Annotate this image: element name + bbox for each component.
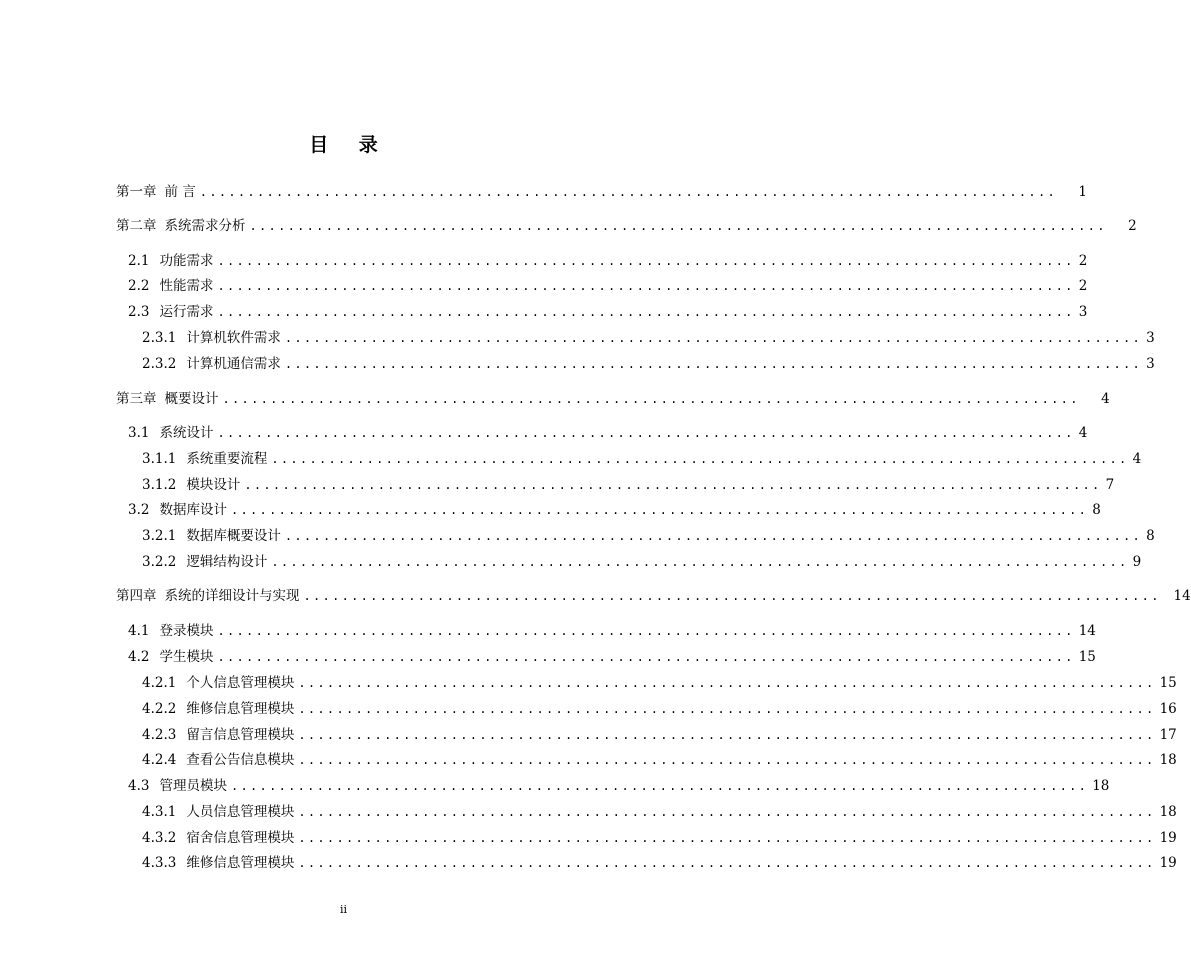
- toc-entry-title: 性能需求: [159, 278, 214, 294]
- toc-entry-page: 8: [1146, 528, 1155, 544]
- toc-entry[interactable]: [128, 277, 1088, 295]
- toc-dot-leader: ..........................................................................................: [217, 279, 1075, 293]
- toc-entry-title: 管理员模块: [159, 778, 227, 794]
- toc-entry-title: 系统需求分析: [164, 218, 246, 234]
- toc-entry-title: 登录模块: [159, 623, 214, 639]
- toc-entry[interactable]: [142, 751, 1177, 769]
- toc-entry[interactable]: [142, 329, 1155, 347]
- toc-dot-leader: ..........................................................................................: [303, 589, 1161, 603]
- toc-dot-leader: ..........................................................................................: [217, 624, 1075, 638]
- toc-entry-title: 数据库概要设计: [186, 528, 281, 544]
- toc-entry-title: 学生模块: [159, 649, 214, 665]
- toc-dot-leader: ..........................................................................................: [230, 503, 1089, 517]
- toc-entry-number: 2.3.2: [142, 356, 177, 372]
- toc-entry[interactable]: [116, 587, 1191, 605]
- toc-entry-title: 宿舍信息管理模块: [186, 830, 295, 846]
- toc-entry[interactable]: [116, 217, 1137, 235]
- toc-entry[interactable]: [142, 355, 1155, 373]
- toc-entry-page: 7: [1105, 477, 1115, 493]
- toc-entry-title: 模块设计: [186, 477, 241, 493]
- toc-dot-leader: ..........................................................................................: [298, 676, 1156, 690]
- toc-entry-page: 15: [1078, 649, 1096, 665]
- toc-entry-page: 2: [1128, 218, 1137, 234]
- toc-entry-title: 概要设计: [164, 391, 219, 407]
- toc-entry-page: 14: [1173, 588, 1191, 604]
- toc-entry-page: 19: [1159, 855, 1177, 871]
- toc-entry[interactable]: [142, 700, 1177, 718]
- toc-entry-number: 2.2: [128, 278, 150, 294]
- toc-entry[interactable]: [128, 303, 1088, 321]
- toc-entry-title: 系统重要流程: [186, 451, 268, 467]
- toc-entry-number: 4.3.3: [142, 855, 177, 871]
- toc-dot-leader: ..........................................................................................: [249, 219, 1107, 233]
- toc-entry-page: 2: [1078, 253, 1088, 269]
- toc-entry-number: 第四章: [116, 588, 157, 604]
- toc-dot-leader: ..........................................................................................: [298, 702, 1156, 716]
- toc-entry-number: 3.1.2: [142, 477, 177, 493]
- toc-entry-number: 3.1: [128, 425, 150, 441]
- toc-entry-title: 人员信息管理模块: [186, 804, 295, 820]
- toc-entry[interactable]: [142, 803, 1177, 821]
- toc-entry-page: 18: [1159, 752, 1177, 768]
- toc-dot-leader: ..........................................................................................: [230, 779, 1089, 793]
- toc-entry-title: 计算机软件需求: [186, 330, 281, 346]
- toc-dot-leader: ..........................................................................................: [244, 478, 1102, 492]
- toc-entry[interactable]: [142, 476, 1115, 494]
- toc-entry-number: 第一章: [116, 184, 157, 200]
- toc-dot-leader: ..........................................................................................: [298, 753, 1156, 767]
- page-title: 目 录: [309, 134, 390, 156]
- toc-entry-number: 4.2.1: [142, 675, 177, 691]
- toc-dot-leader: ..........................................................................................: [271, 452, 1129, 466]
- toc-entry-page: 4: [1132, 451, 1142, 467]
- toc-entry-page: 3: [1078, 304, 1088, 320]
- toc-entry-page: 18: [1159, 804, 1177, 820]
- toc-entry-number: 4.3: [128, 778, 150, 794]
- toc-entry-page: 2: [1078, 278, 1088, 294]
- toc-dot-leader: ..........................................................................................: [298, 728, 1156, 742]
- toc-entry-title: 数据库设计: [159, 502, 227, 518]
- toc-entry-number: 3.2.2: [142, 554, 177, 570]
- toc-entry-number: 4.3.1: [142, 804, 177, 820]
- toc-entry-page: 4: [1101, 391, 1110, 407]
- toc-entry[interactable]: [128, 622, 1096, 640]
- toc-entry[interactable]: [128, 252, 1088, 270]
- toc-entry[interactable]: [142, 450, 1142, 468]
- toc-entry[interactable]: [142, 726, 1177, 744]
- page-number-footer: ii: [339, 903, 348, 916]
- toc-dot-leader: ..........................................................................................: [217, 426, 1075, 440]
- toc-entry-page: 1: [1078, 184, 1088, 200]
- toc-entry[interactable]: [142, 527, 1155, 545]
- toc-dot-leader: ..........................................................................................: [217, 254, 1075, 268]
- toc-entry-title: 查看公告信息模块: [186, 752, 295, 768]
- toc-entry-number: 第二章: [116, 218, 157, 234]
- toc-entry-page: 3: [1146, 330, 1155, 346]
- toc-entry-number: 3.2.1: [142, 528, 177, 544]
- toc-entry-page: 16: [1159, 701, 1177, 717]
- toc-dot-leader: ..........................................................................................: [298, 831, 1156, 845]
- toc-entry-page: 8: [1092, 502, 1101, 518]
- toc-entry-page: 17: [1159, 727, 1177, 743]
- toc-entry-page: 9: [1132, 554, 1142, 570]
- toc-entry[interactable]: [142, 674, 1177, 692]
- toc-entry-number: 4.2.3: [142, 727, 177, 743]
- toc-entry[interactable]: [128, 501, 1101, 519]
- toc-entry[interactable]: [128, 777, 1110, 795]
- toc-entry-number: 4.2.2: [142, 701, 177, 717]
- toc-dot-leader: ..........................................................................................: [217, 305, 1075, 319]
- toc-entry[interactable]: [116, 183, 1088, 201]
- toc-entry-number: 2.1: [128, 253, 150, 269]
- toc-entry-title: 逻辑结构设计: [186, 554, 268, 570]
- toc-entry-number: 4.1: [128, 623, 150, 639]
- toc-entry-page: 14: [1078, 623, 1096, 639]
- toc-entry-title: 系统的详细设计与实现: [164, 588, 300, 604]
- toc-entry-number: 4.2: [128, 649, 150, 665]
- toc-dot-leader: ..........................................................................................: [298, 856, 1156, 870]
- toc-dot-leader: ..........................................................................................: [222, 392, 1080, 406]
- toc-entry-number: 2.3: [128, 304, 150, 320]
- toc-entry-page: 15: [1159, 675, 1177, 691]
- toc-dot-leader: ..........................................................................................: [284, 529, 1143, 543]
- toc-entry[interactable]: [142, 829, 1177, 847]
- toc-entry-page: 19: [1159, 830, 1177, 846]
- toc-entry-title: 功能需求: [159, 253, 214, 269]
- toc-entry[interactable]: [128, 424, 1088, 442]
- toc-entry-number: 4.2.4: [142, 752, 177, 768]
- toc-dot-leader: ..........................................................................................: [271, 555, 1129, 569]
- toc-entry-number: 3.2: [128, 502, 150, 518]
- toc-entry-title: 前 言: [164, 184, 196, 200]
- toc-dot-leader: ..........................................................................................: [199, 185, 1058, 199]
- toc-dot-leader: ..........................................................................................: [298, 805, 1156, 819]
- toc-entry-number: 2.3.1: [142, 330, 177, 346]
- toc-entry-title: 计算机通信需求: [186, 356, 281, 372]
- toc-entry[interactable]: [142, 553, 1142, 571]
- toc-entry-title: 运行需求: [159, 304, 214, 320]
- toc-entry-page: 4: [1078, 425, 1088, 441]
- toc-dot-leader: ..........................................................................................: [284, 331, 1143, 345]
- toc-entry-title: 系统设计: [159, 425, 214, 441]
- toc-entry-title: 维修信息管理模块: [186, 701, 295, 717]
- toc-entry-number: 第三章: [116, 391, 157, 407]
- toc-dot-leader: ..........................................................................................: [217, 650, 1075, 664]
- toc-entry-title: 留言信息管理模块: [186, 727, 295, 743]
- toc-entry[interactable]: [128, 648, 1096, 666]
- toc-entry-number: 3.1.1: [142, 451, 177, 467]
- toc-entry-number: 4.3.2: [142, 830, 177, 846]
- toc-entry[interactable]: [116, 390, 1110, 408]
- toc-entry-page: 3: [1146, 356, 1155, 372]
- toc-entry-title: 维修信息管理模块: [186, 855, 295, 871]
- toc-entry-page: 18: [1092, 778, 1110, 794]
- toc-entry[interactable]: [142, 854, 1177, 872]
- toc-dot-leader: ..........................................................................................: [284, 357, 1143, 371]
- toc-entry-title: 个人信息管理模块: [186, 675, 295, 691]
